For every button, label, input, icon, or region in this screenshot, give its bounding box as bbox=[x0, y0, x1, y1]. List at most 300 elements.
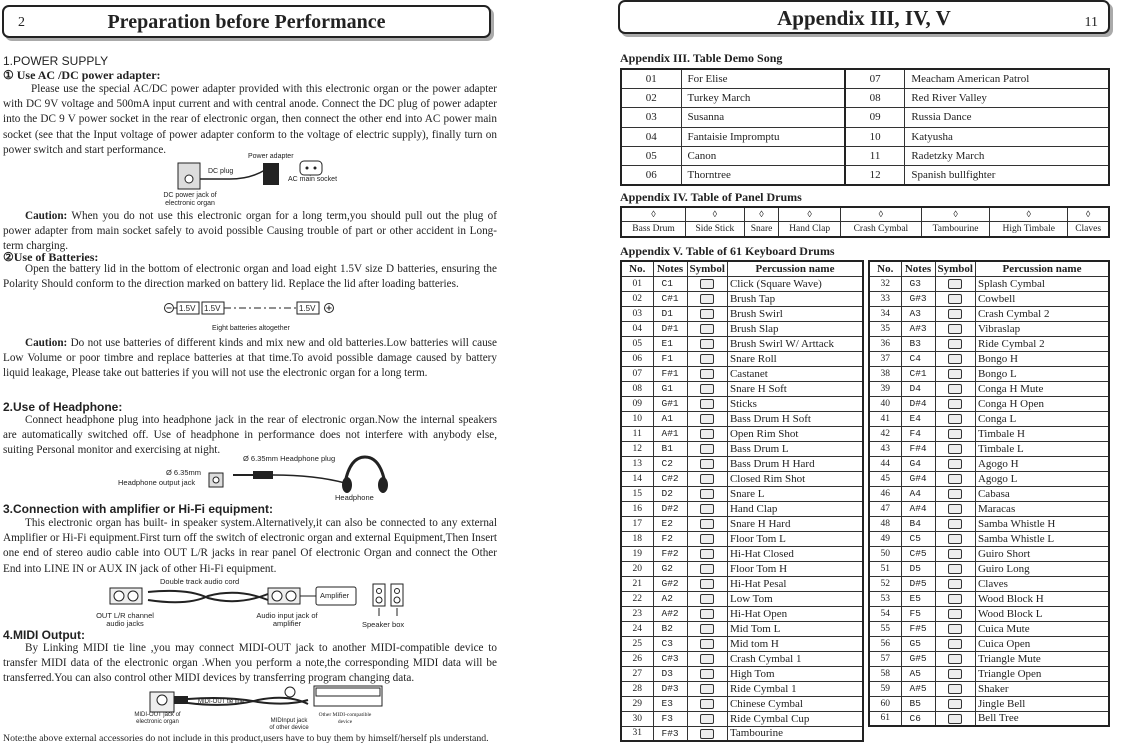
percussion-name: Samba Whistle H bbox=[975, 516, 1109, 531]
row-number: 03 bbox=[621, 306, 653, 321]
drum-row bbox=[621, 351, 863, 366]
demo-song-table bbox=[620, 68, 1110, 186]
symbol-cell bbox=[687, 486, 727, 501]
battery-3-label: 1.5V bbox=[299, 304, 316, 313]
note-name: B4 bbox=[901, 516, 935, 531]
symbol-cell bbox=[687, 291, 727, 306]
drum-icon: ◊ bbox=[759, 208, 764, 219]
percussion-name: Shaker bbox=[975, 681, 1109, 696]
left-page-number: 2 bbox=[18, 15, 25, 30]
row-number: 07 bbox=[621, 366, 653, 381]
symbol-cell bbox=[935, 441, 975, 456]
drum-row bbox=[621, 696, 863, 711]
drum-row bbox=[869, 306, 1109, 321]
drum-row bbox=[621, 651, 863, 666]
audio-cord-label: Double track audio cord bbox=[160, 577, 240, 586]
note-name: A#2 bbox=[653, 606, 687, 621]
percussion-name: Mid tom H bbox=[727, 636, 863, 651]
symbol-cell bbox=[935, 336, 975, 351]
percussion-icon bbox=[948, 339, 962, 349]
percussion-icon bbox=[700, 579, 714, 589]
song-title: Spanish bullfighter bbox=[905, 166, 1109, 185]
percussion-icon bbox=[700, 309, 714, 319]
percussion-icon bbox=[948, 294, 962, 304]
headphone-jack-label: Headphone output jack bbox=[118, 478, 196, 487]
percussion-icon bbox=[700, 609, 714, 619]
row-number: 08 bbox=[621, 381, 653, 396]
drum-row bbox=[621, 726, 863, 741]
symbol-cell bbox=[687, 696, 727, 711]
batteries-heading: ②Use of Batteries: bbox=[3, 250, 99, 264]
drum-row bbox=[869, 321, 1109, 336]
panel-drums-table bbox=[620, 206, 1110, 238]
drum-row bbox=[621, 546, 863, 561]
note-name: C5 bbox=[901, 531, 935, 546]
note-name: F3 bbox=[653, 711, 687, 726]
ac-socket-label: AC main socket bbox=[288, 176, 338, 183]
note-name: D4 bbox=[901, 381, 935, 396]
drum-icon-cell bbox=[840, 207, 921, 221]
percussion-name: Guiro Long bbox=[975, 561, 1109, 576]
note-name: A#3 bbox=[901, 321, 935, 336]
drum-row bbox=[869, 696, 1109, 711]
symbol-cell bbox=[687, 516, 727, 531]
percussion-name: Crash Cymbal 1 bbox=[727, 651, 863, 666]
row-number: 56 bbox=[869, 636, 901, 651]
note-name: E5 bbox=[901, 591, 935, 606]
row-number: 47 bbox=[869, 501, 901, 516]
drum-row bbox=[621, 456, 863, 471]
column-header: Notes bbox=[901, 261, 935, 276]
percussion-name: Splash Cymbal bbox=[975, 276, 1109, 291]
percussion-icon bbox=[948, 504, 962, 514]
percussion-icon bbox=[948, 414, 962, 424]
header-row bbox=[869, 261, 1109, 276]
jack-size-label: Ø 6.35mm bbox=[166, 468, 202, 477]
percussion-name: Brush Swirl bbox=[727, 306, 863, 321]
row-number: 43 bbox=[869, 441, 901, 456]
symbol-cell bbox=[687, 666, 727, 681]
song-title: Turkey March bbox=[681, 88, 845, 107]
symbol-cell bbox=[935, 411, 975, 426]
drum-row bbox=[621, 516, 863, 531]
drum-icon: ◊ bbox=[807, 208, 812, 219]
percussion-icon bbox=[948, 609, 962, 619]
midi-in-jack-label: MIDInput jack of other device bbox=[269, 718, 309, 731]
percussion-name: Snare H Soft bbox=[727, 381, 863, 396]
symbol-cell bbox=[687, 531, 727, 546]
midi-out-jack-label: MIDI-OUT jack of electronic organ bbox=[134, 712, 181, 725]
row-number: 16 bbox=[621, 501, 653, 516]
percussion-icon bbox=[948, 669, 962, 679]
symbol-cell bbox=[687, 456, 727, 471]
drum-name: Claves bbox=[1068, 221, 1109, 237]
percussion-icon bbox=[700, 294, 714, 304]
keyboard-drums-table-left bbox=[620, 260, 864, 742]
percussion-name: Conga H Open bbox=[975, 396, 1109, 411]
song-title: Thorntree bbox=[681, 166, 845, 185]
symbol-cell bbox=[935, 696, 975, 711]
note-name: B5 bbox=[901, 696, 935, 711]
drum-row bbox=[621, 381, 863, 396]
drum-row bbox=[621, 501, 863, 516]
symbol-cell bbox=[935, 291, 975, 306]
percussion-name: Castanet bbox=[727, 366, 863, 381]
power-adapter-paragraph: Please use the special AC/DC power adapter provided with this electronic organ or the power adapter with DC 9V voltage and 500mA input current and with central anode. Connect the DC plug of power adapter into the DC 9 V power socket in the rear of electronic organ, then connect the other end into AC power main socket (see that the Input voltage of power adapter conform to the voltage of electric supply), finally turn on power switch and start performance. bbox=[3, 83, 497, 156]
note-name: C#5 bbox=[901, 546, 935, 561]
note-name: G4 bbox=[901, 456, 935, 471]
percussion-name: Bongo H bbox=[975, 351, 1109, 366]
note-name: F#5 bbox=[901, 621, 935, 636]
song-title: Susanna bbox=[681, 108, 845, 127]
symbol-cell bbox=[935, 381, 975, 396]
drum-row bbox=[621, 366, 863, 381]
column-header: Notes bbox=[653, 261, 687, 276]
percussion-name: Jingle Bell bbox=[975, 696, 1109, 711]
percussion-name: Bell Tree bbox=[975, 711, 1109, 726]
row-number: 05 bbox=[621, 336, 653, 351]
caution-1-paragraph bbox=[3, 209, 497, 255]
row-number: 10 bbox=[621, 411, 653, 426]
percussion-name: Hi-Hat Open bbox=[727, 606, 863, 621]
percussion-name: Floor Tom H bbox=[727, 561, 863, 576]
drum-row bbox=[621, 471, 863, 486]
drum-row bbox=[869, 366, 1109, 381]
row-number: 26 bbox=[621, 651, 653, 666]
amplifier-label: Amplifier bbox=[320, 591, 350, 600]
percussion-name: Bass Drum L bbox=[727, 441, 863, 456]
column-header: Symbol bbox=[687, 261, 727, 276]
row-number: 42 bbox=[869, 426, 901, 441]
percussion-name: Closed Rim Shot bbox=[727, 471, 863, 486]
drum-row bbox=[869, 546, 1109, 561]
percussion-icon bbox=[700, 429, 714, 439]
row-number: 41 bbox=[869, 411, 901, 426]
drum-row bbox=[621, 591, 863, 606]
symbol-cell bbox=[935, 621, 975, 636]
symbol-cell bbox=[935, 711, 975, 726]
caution-2-label: Caution: bbox=[25, 337, 68, 349]
symbol-cell bbox=[687, 381, 727, 396]
note-name: D1 bbox=[653, 306, 687, 321]
symbol-cell bbox=[935, 486, 975, 501]
out-jacks-label: OUT L/R channel audio jacks bbox=[96, 611, 154, 628]
drum-icon: ◊ bbox=[651, 208, 656, 219]
drum-row bbox=[869, 291, 1109, 306]
drum-row bbox=[869, 561, 1109, 576]
drum-row bbox=[621, 336, 863, 351]
symbol-cell bbox=[935, 576, 975, 591]
percussion-icon bbox=[700, 729, 714, 739]
symbol-cell bbox=[687, 306, 727, 321]
song-number: 10 bbox=[845, 127, 905, 146]
row-number: 28 bbox=[621, 681, 653, 696]
percussion-icon bbox=[948, 579, 962, 589]
drum-row bbox=[869, 516, 1109, 531]
note-name: C#2 bbox=[653, 471, 687, 486]
percussion-icon bbox=[948, 699, 962, 709]
battery-1-label: 1.5V bbox=[179, 304, 196, 313]
percussion-name: Hand Clap bbox=[727, 501, 863, 516]
percussion-icon bbox=[700, 639, 714, 649]
song-title: Russia Dance bbox=[905, 108, 1109, 127]
drum-name: Hand Clap bbox=[779, 221, 841, 237]
row-number: 23 bbox=[621, 606, 653, 621]
symbol-cell bbox=[935, 636, 975, 651]
percussion-name: Crash Cymbal 2 bbox=[975, 306, 1109, 321]
percussion-icon bbox=[948, 594, 962, 604]
drum-row bbox=[621, 411, 863, 426]
drum-row bbox=[869, 636, 1109, 651]
power-adapter-label: Power adapter bbox=[248, 153, 294, 160]
note-name: C2 bbox=[653, 456, 687, 471]
row-number: 06 bbox=[621, 351, 653, 366]
song-number: 09 bbox=[845, 108, 905, 127]
symbol-cell bbox=[935, 351, 975, 366]
row-number: 14 bbox=[621, 471, 653, 486]
batteries-paragraph: Open the battery lid in the bottom of electronic organ and load eight 1.5V size D batteries, ensuring the Polarity Should conform to the direction marked on battery lid. Replace the lid after loading batteries. bbox=[3, 263, 497, 291]
drum-icon-row bbox=[621, 207, 1109, 221]
percussion-icon bbox=[700, 414, 714, 424]
percussion-icon bbox=[700, 489, 714, 499]
symbol-cell bbox=[687, 396, 727, 411]
percussion-name: Hi-Hat Closed bbox=[727, 546, 863, 561]
percussion-icon bbox=[948, 654, 962, 664]
ac-dc-heading: ① Use AC /DC power adapter: bbox=[3, 68, 161, 82]
percussion-icon bbox=[948, 639, 962, 649]
symbol-cell bbox=[935, 501, 975, 516]
percussion-name: Wood Block H bbox=[975, 591, 1109, 606]
power-supply-heading: 1.POWER SUPPLY bbox=[3, 54, 109, 68]
drum-row bbox=[621, 621, 863, 636]
symbol-cell bbox=[687, 726, 727, 741]
row-number: 32 bbox=[869, 276, 901, 291]
row-number: 15 bbox=[621, 486, 653, 501]
percussion-name: Agogo L bbox=[975, 471, 1109, 486]
percussion-name: Triangle Mute bbox=[975, 651, 1109, 666]
song-number: 06 bbox=[621, 166, 681, 185]
percussion-icon bbox=[700, 354, 714, 364]
song-title: Red River Valley bbox=[905, 88, 1109, 107]
song-title: Fantaisie Impromptu bbox=[681, 127, 845, 146]
drum-row bbox=[621, 531, 863, 546]
percussion-name: Triangle Open bbox=[975, 666, 1109, 681]
percussion-icon bbox=[948, 564, 962, 574]
percussion-icon bbox=[700, 624, 714, 634]
symbol-cell bbox=[687, 576, 727, 591]
symbol-cell bbox=[935, 651, 975, 666]
symbol-cell bbox=[687, 276, 727, 291]
drum-icon-cell bbox=[921, 207, 989, 221]
percussion-icon bbox=[700, 714, 714, 724]
percussion-icon bbox=[700, 384, 714, 394]
note-name: G#4 bbox=[901, 471, 935, 486]
column-header: Symbol bbox=[935, 261, 975, 276]
percussion-icon bbox=[948, 624, 962, 634]
row-number: 45 bbox=[869, 471, 901, 486]
note-name: C#3 bbox=[653, 651, 687, 666]
row-number: 49 bbox=[869, 531, 901, 546]
song-title: Canon bbox=[681, 147, 845, 166]
percussion-name: Bass Drum H Hard bbox=[727, 456, 863, 471]
symbol-cell bbox=[687, 606, 727, 621]
percussion-icon bbox=[948, 714, 962, 724]
symbol-cell bbox=[687, 561, 727, 576]
song-row bbox=[621, 166, 1109, 185]
symbol-cell bbox=[687, 621, 727, 636]
drum-row bbox=[869, 411, 1109, 426]
row-number: 12 bbox=[621, 441, 653, 456]
percussion-name: Snare Roll bbox=[727, 351, 863, 366]
row-number: 48 bbox=[869, 516, 901, 531]
left-header-box bbox=[2, 5, 491, 38]
row-number: 04 bbox=[621, 321, 653, 336]
percussion-name: Guiro Short bbox=[975, 546, 1109, 561]
song-row bbox=[621, 88, 1109, 107]
row-number: 59 bbox=[869, 681, 901, 696]
song-number: 08 bbox=[845, 88, 905, 107]
amplifier-paragraph: This electronic organ has built- in speaker system.Alternatively,it can also be connected to any external Amplifier or Hi-Fi equipment.First turn off the switch of electronic organ and external Equipment,Then Insert one end of stereo audio cable into OUT L/R jacks in rear panel Of electronic Organ and connect the Other End into LINE IN or AUX IN jack of other Hi-Fi equipment. bbox=[3, 517, 497, 575]
row-number: 24 bbox=[621, 621, 653, 636]
row-number: 60 bbox=[869, 696, 901, 711]
appendix-4-title: Appendix IV. Table of Panel Drums bbox=[620, 190, 802, 204]
row-number: 40 bbox=[869, 396, 901, 411]
drum-row bbox=[621, 321, 863, 336]
row-number: 09 bbox=[621, 396, 653, 411]
drum-name: High Timbale bbox=[990, 221, 1068, 237]
batteries-caption: Eight batteries altogether bbox=[212, 325, 290, 332]
symbol-cell bbox=[687, 711, 727, 726]
drum-icon-cell bbox=[744, 207, 779, 221]
drum-icon: ◊ bbox=[712, 208, 718, 219]
note-name: C#1 bbox=[653, 291, 687, 306]
symbol-cell bbox=[687, 336, 727, 351]
percussion-name: Samba Whistle L bbox=[975, 531, 1109, 546]
row-number: 34 bbox=[869, 306, 901, 321]
drum-row bbox=[869, 576, 1109, 591]
percussion-name: Bongo L bbox=[975, 366, 1109, 381]
drum-row bbox=[621, 441, 863, 456]
symbol-cell bbox=[935, 306, 975, 321]
header-row bbox=[621, 261, 863, 276]
symbol-cell bbox=[935, 276, 975, 291]
row-number: 25 bbox=[621, 636, 653, 651]
drum-row bbox=[621, 636, 863, 651]
percussion-name: Timbale L bbox=[975, 441, 1109, 456]
percussion-name: Bass Drum H Soft bbox=[727, 411, 863, 426]
drum-row bbox=[869, 471, 1109, 486]
symbol-cell bbox=[687, 501, 727, 516]
note-name: G3 bbox=[901, 276, 935, 291]
percussion-name: Hi-Hat Pesal bbox=[727, 576, 863, 591]
dc-jack-label: DC power jack of electronic organ bbox=[163, 192, 217, 207]
drum-icon-cell bbox=[779, 207, 841, 221]
percussion-icon bbox=[700, 504, 714, 514]
note-name: A4 bbox=[901, 486, 935, 501]
note-name: C4 bbox=[901, 351, 935, 366]
note-name: D3 bbox=[653, 666, 687, 681]
percussion-name: Cabasa bbox=[975, 486, 1109, 501]
drum-row bbox=[621, 396, 863, 411]
drum-row bbox=[621, 681, 863, 696]
percussion-icon bbox=[948, 279, 962, 289]
note-name: B3 bbox=[901, 336, 935, 351]
drum-row bbox=[869, 351, 1109, 366]
dc-plug-label: DC plug bbox=[208, 168, 234, 175]
note-name: D#2 bbox=[653, 501, 687, 516]
note-name: A5 bbox=[901, 666, 935, 681]
note-name: E2 bbox=[653, 516, 687, 531]
percussion-name: Cuica Mute bbox=[975, 621, 1109, 636]
percussion-name: Ride Cymbal Cup bbox=[727, 711, 863, 726]
note-name: A#4 bbox=[901, 501, 935, 516]
drum-name: Tambourine bbox=[921, 221, 989, 237]
song-number: 05 bbox=[621, 147, 681, 166]
note-name: G#1 bbox=[653, 396, 687, 411]
drum-icon-cell bbox=[621, 207, 686, 221]
drum-row bbox=[621, 606, 863, 621]
drum-row bbox=[869, 426, 1109, 441]
headphone-paragraph: Connect headphone plug into headphone jack in the rear of electronic organ.Now the internal speakers are automatically switched off. Use of headphone in performance does not interfere with anybody else, suiting Personal monitor and exercising at night. bbox=[3, 414, 497, 457]
percussion-icon bbox=[948, 489, 962, 499]
percussion-icon bbox=[700, 669, 714, 679]
song-title: Katyusha bbox=[905, 127, 1109, 146]
symbol-cell bbox=[935, 531, 975, 546]
song-number: 03 bbox=[621, 108, 681, 127]
percussion-icon bbox=[700, 534, 714, 544]
symbol-cell bbox=[687, 321, 727, 336]
midi-heading: 4.MIDI Output: bbox=[3, 628, 85, 642]
drum-row bbox=[621, 711, 863, 726]
drum-row bbox=[869, 531, 1109, 546]
percussion-name: Ride Cymbal 2 bbox=[975, 336, 1109, 351]
symbol-cell bbox=[935, 606, 975, 621]
percussion-name: Claves bbox=[975, 576, 1109, 591]
row-number: 53 bbox=[869, 591, 901, 606]
drum-icon: ◊ bbox=[953, 208, 958, 219]
percussion-name: Brush Swirl W/ Arttack bbox=[727, 336, 863, 351]
row-number: 50 bbox=[869, 546, 901, 561]
note-name: A3 bbox=[901, 306, 935, 321]
row-number: 39 bbox=[869, 381, 901, 396]
drum-row bbox=[869, 276, 1109, 291]
row-number: 33 bbox=[869, 291, 901, 306]
headphone-heading: 2.Use of Headphone: bbox=[3, 400, 123, 414]
percussion-icon bbox=[948, 309, 962, 319]
right-page-title: Appendix III, IV, V bbox=[777, 6, 951, 30]
note-name: A2 bbox=[653, 591, 687, 606]
other-device-label: Other MIDI-compatible device bbox=[318, 712, 372, 725]
symbol-cell bbox=[687, 546, 727, 561]
row-number: 29 bbox=[621, 696, 653, 711]
symbol-cell bbox=[935, 516, 975, 531]
symbol-cell bbox=[935, 321, 975, 336]
percussion-icon bbox=[948, 459, 962, 469]
amp-input-label: Audio input jack of amplifier bbox=[256, 611, 318, 628]
row-number: 38 bbox=[869, 366, 901, 381]
percussion-name: Tambourine bbox=[727, 726, 863, 741]
keyboard-drums-table-right bbox=[868, 260, 1110, 727]
note-name: D#3 bbox=[653, 681, 687, 696]
row-number: 46 bbox=[869, 486, 901, 501]
percussion-icon bbox=[700, 444, 714, 454]
song-title: Radetzky March bbox=[905, 147, 1109, 166]
row-number: 37 bbox=[869, 351, 901, 366]
caution-2-text: Do not use batteries of different kinds and mix new and old batteries.Low batteries will cause Low Volume or poor timbre and replace batteries at that time.To avoid possible damage caused by battery liquid leakage, Please take out batteries if you will not use the electronic organ for a long term. bbox=[3, 337, 497, 380]
drum-row bbox=[621, 666, 863, 681]
left-page-title: Preparation before Performance bbox=[107, 11, 386, 33]
percussion-name: Wood Block L bbox=[975, 606, 1109, 621]
